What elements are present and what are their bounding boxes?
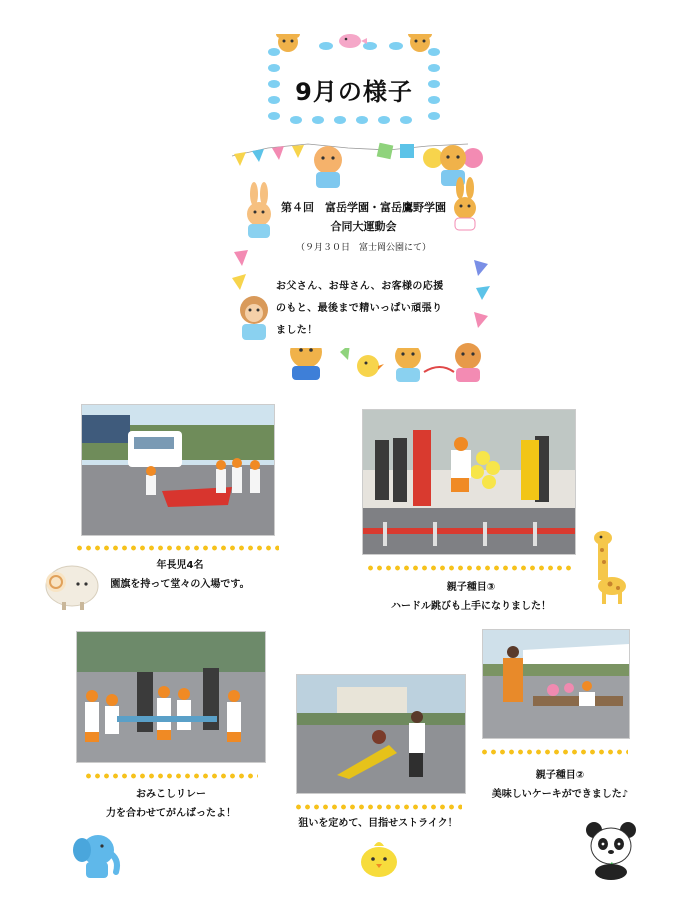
star-divider (75, 544, 279, 552)
photo-omikoshi-relay (76, 631, 266, 763)
notice-heading-line2: 合同大運動会 (330, 220, 397, 233)
bear-cheerleader-icon (423, 145, 483, 186)
bear-icon (276, 34, 300, 52)
photo-entrance-flag (81, 404, 275, 536)
caption-strike-line1: 狙いを定めて、目指せストライク！ (298, 818, 458, 829)
star-divider (294, 803, 462, 811)
cat-icon (314, 146, 342, 188)
elephant-icon (68, 826, 126, 886)
bear-icon (408, 34, 432, 52)
photo-hurdle (362, 409, 576, 555)
caption-omikoshi-line1: おみこしリレー (136, 789, 206, 800)
caption-oyako2-line1: 親子種目② (535, 770, 585, 781)
notice-heading-line1: 第４回 富岳学園・富岳鷹野学園 (281, 201, 446, 214)
caption-nencho-line1: 年長児4名 (156, 560, 204, 571)
star-divider (366, 564, 574, 572)
caption-strike (278, 814, 478, 833)
rabbit-icon (454, 177, 476, 230)
star-divider (480, 748, 628, 756)
caption-oyako2 (460, 766, 660, 804)
notice-date: （９月３０日 富士岡公園にて） (295, 243, 431, 253)
page-title: 9月の様子 (295, 78, 413, 106)
sports-day-notice (228, 140, 494, 388)
bird-icon (339, 34, 367, 48)
caption-nencho-line2: 園旗を持って堂々の入場です。 (110, 579, 250, 590)
giraffe-icon (586, 526, 630, 606)
bear-icon (395, 343, 421, 382)
chick-icon (357, 355, 384, 377)
chick-icon (354, 836, 404, 880)
caption-omikoshi (66, 785, 276, 823)
sheep-icon (40, 558, 100, 614)
notice-text-area (276, 198, 451, 348)
caption-nencho (75, 556, 285, 594)
photo-cake (482, 629, 630, 739)
notice-heading (276, 198, 451, 236)
notice-body: お父さん、お母さん、お客様の応援のもと、最後まで精いっぱい頑張りました！ (276, 281, 444, 336)
photo-bowling (296, 674, 466, 794)
caption-omikoshi-line2: 力を合わせてがんばったよ！ (106, 808, 236, 819)
bear-icon (455, 343, 481, 382)
caption-oyako3-line1: 親子種目③ (446, 582, 496, 593)
monkey-icon (240, 296, 268, 340)
caption-oyako2-line2: 美味しいケーキができました♪ (491, 789, 629, 800)
caption-oyako3-line2: ハードル跳びも上手になりました！ (391, 601, 551, 612)
star-divider (84, 772, 258, 780)
rabbit-icon (247, 182, 271, 238)
caption-oyako3 (366, 578, 576, 616)
panda-icon (584, 818, 638, 880)
title-frame (266, 34, 442, 126)
